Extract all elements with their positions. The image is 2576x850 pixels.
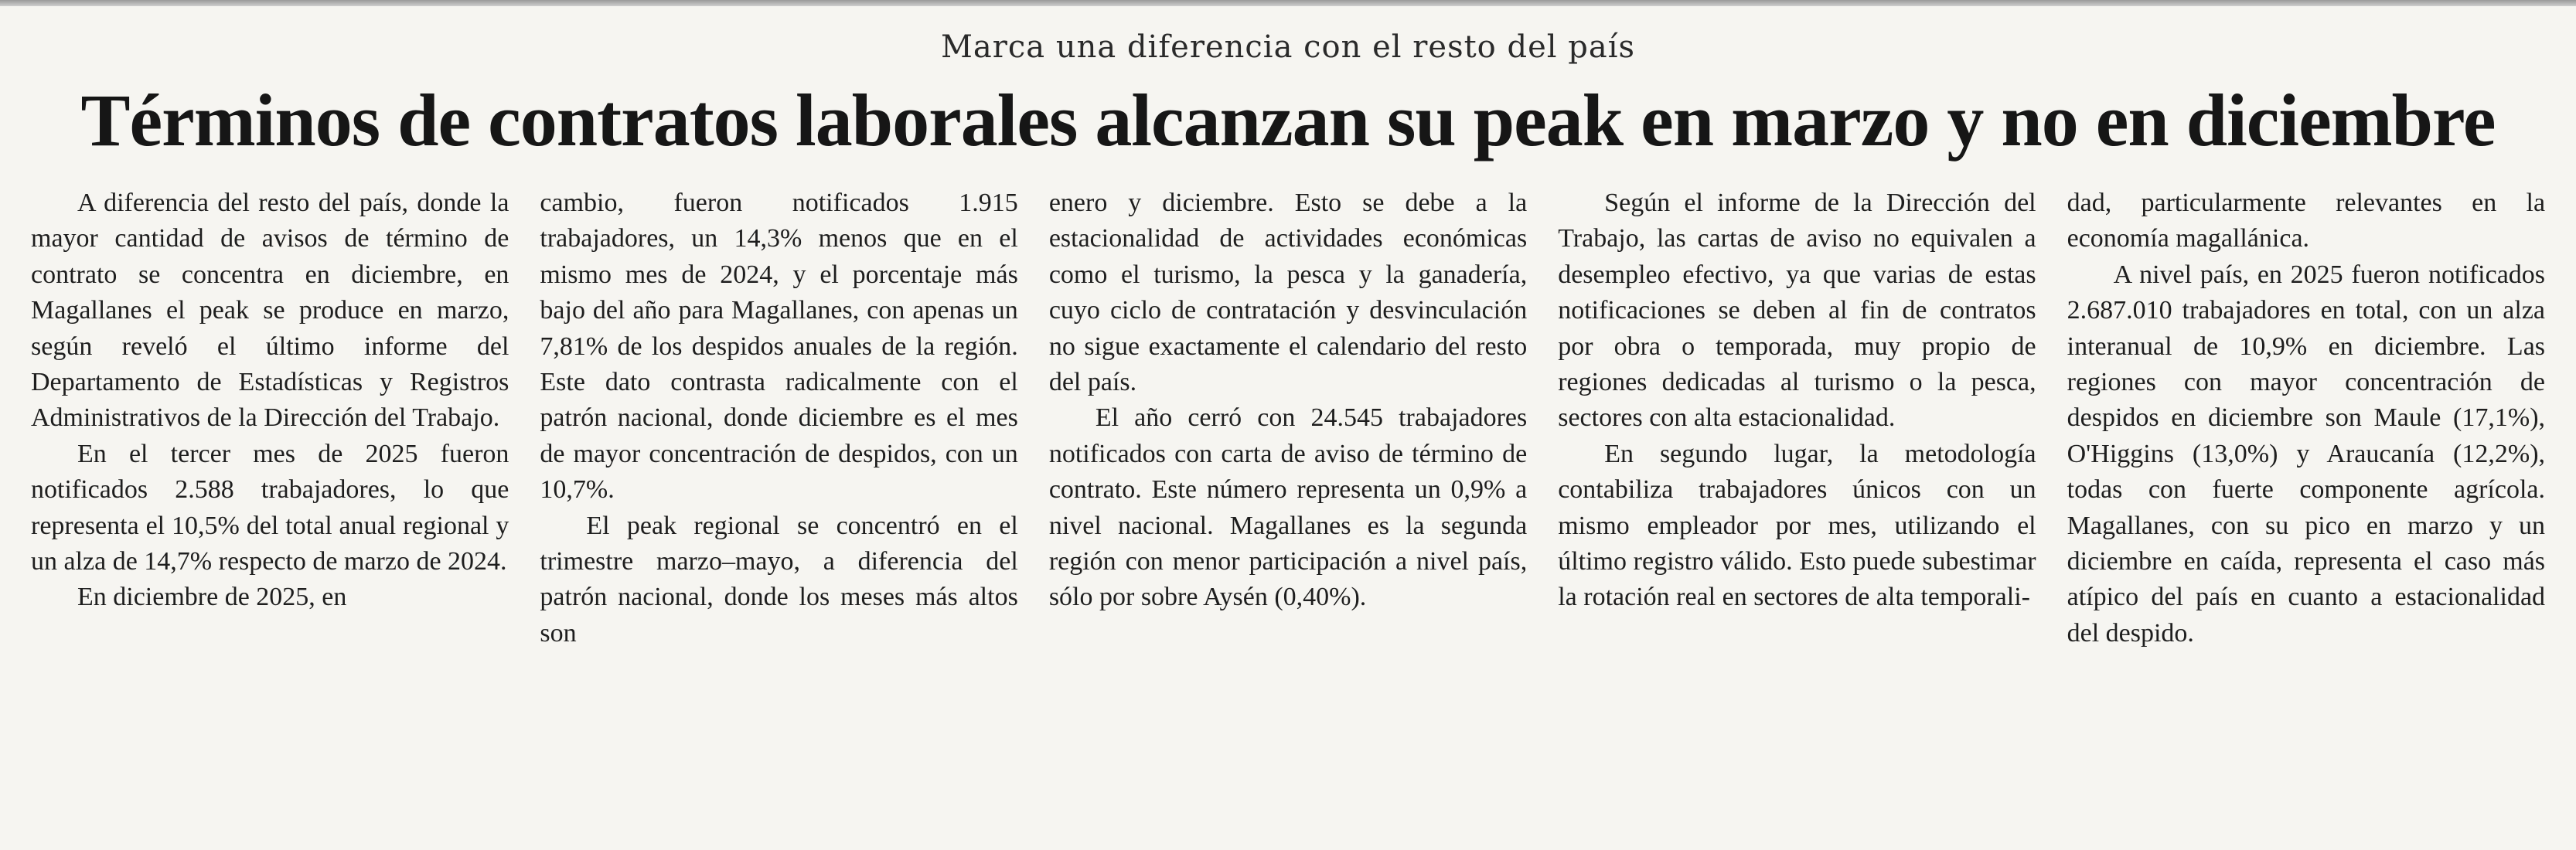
column-1 — [31, 185, 509, 835]
column-5 — [2067, 185, 2545, 835]
top-rule — [0, 0, 2576, 6]
paragraph: El peak regional se concentró en el trimestre marzo–mayo, a diferencia del patrón nacional, donde los meses más altos son — [540, 511, 1018, 648]
paragraph: Según el informe de la Dirección del Trabajo, las cartas de aviso no equivalen a desempleo efectivo, ya que varias de estas notificaciones se deben al fin de contratos por obra o temporada, muy propio de regiones dedicadas al turismo o la pesca, sectores con alta estacionalidad. — [1558, 189, 2036, 433]
paragraph: En diciembre de 2025, en — [77, 583, 347, 612]
kicker: Marca una diferencia con el resto del país — [940, 29, 1636, 65]
column-3 — [1049, 185, 1527, 835]
paragraph: En segundo lugar, la metodología contabiliza trabajadores únicos con un mismo empleador por mes, utilizando el último registro válido. Esto puede subestimar la rotación real en sectores de alta temporali- — [1558, 439, 2036, 612]
headline: Términos de contratos laborales alcanzan su peak en marzo y no en diciembre — [80, 79, 2496, 162]
paragraph: A diferencia del resto del país, donde la mayor cantidad de avisos de término de contrato se concentra en diciembre, en Magallanes el peak se produce en marzo, según reveló el último informe del Departamento de Estadísticas y Registros Administrativos de la Dirección del Trabajo. — [31, 189, 509, 433]
paragraph: enero y diciembre. Esto se debe a la estacionalidad de actividades económicas como el turismo, la pesca y la ganadería, cuyo ciclo de contratación y desvinculación no sigue exactamente el calendario del resto del país. — [1048, 189, 1528, 397]
paragraph: A nivel país, en 2025 fueron notificados 2.687.010 trabajadores en total, con un alza interanual de 10,9% en diciembre. Las regiones con mayor concentración de despidos en diciembre son Maule (17,1%), O'Higgins (13,0%) y Araucanía (12,2%), todas con fuerte componente agrícola. Magallanes, con su pico en marzo y un diciembre en caída, representa el caso más atípico del país en cuanto a estacionalidad del despido. — [2067, 260, 2546, 648]
paragraph: dad, particularmente relevantes en la economía magallánica. — [2067, 189, 2546, 253]
paragraph: En el tercer mes de 2025 fueron notificados 2.588 trabajadores, lo que representa el 10,5% del total anual regional y un alza de 14,7% respecto de marzo de 2024. — [31, 439, 509, 576]
paragraph: El año cerró con 24.545 trabajadores notificados con carta de aviso de término de contrato. Este número representa un 0,9% a nivel nacional. Magallanes es la segunda región con menor participación a nivel país, sólo por sobre Aysén (0,40%). — [1048, 403, 1528, 612]
column-4 — [1558, 185, 2036, 835]
paragraph: cambio, fueron notificados 1.915 trabajadores, un 14,3% menos que en el mismo mes de 2024, y el porcentaje más bajo del año para Magallanes, con apenas un 7,81% de los despidos anuales de la región. Este dato contrasta radicalmente con el patrón nacional, donde diciembre es el mes de mayor concentración de despidos, con un 10,7%. — [540, 189, 1018, 505]
column-2 — [540, 185, 1017, 835]
article-body — [31, 185, 2545, 835]
